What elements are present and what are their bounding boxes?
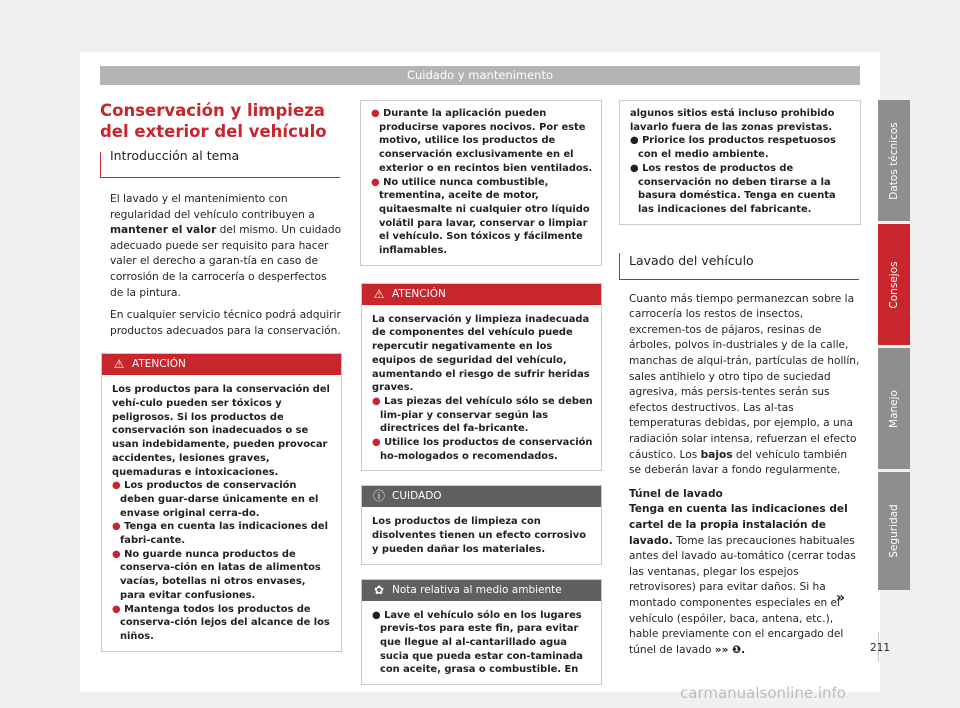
warning-lead: Los productos para la conservación del vehí-culo pueden ser tóxicos y peligrosos. Si los productos de conservación son inadecuados o se usan indebidamente, pueden provocar accidentes, lesiones graves, quemaduras e intoxicaciones. <box>112 384 330 478</box>
warning-header: ⚠ ATENCIÓN <box>102 354 341 375</box>
washing-heading: Lavado del vehículo <box>619 253 859 280</box>
warning-continuation <box>360 100 602 266</box>
environment-bullet: ● Los restos de productos de conservación no deben tirarse a la basura doméstica. Tenga en cuenta las indicaciones del fabricante. <box>630 162 836 215</box>
tab-manejo[interactable]: Manejo <box>878 348 910 469</box>
chapter-header: Cuidado y mantenimento <box>100 66 860 85</box>
page-number: 211 <box>870 642 891 654</box>
continue-arrow-icon: » <box>836 590 846 606</box>
environment-bullet: ● Priorice los productos respetuosos con el medio ambiente. <box>630 135 836 161</box>
environment-continuation: algunos sitios está incluso prohibido lavarlo fuera de las zonas previstas. ● Priorice los productos respetuosos con el medio ambiente. ● Los restos de productos de conservación no deben tirarse a la basura doméstica. Tenga en cuenta las indicaciones del fabricante. <box>619 100 861 225</box>
warning-bullet: ● Utilice los productos de conservación ho-mologados o recomendados. <box>372 437 593 462</box>
warning-triangle-icon: ⚠ <box>113 357 125 372</box>
column-2 <box>360 100 602 685</box>
intro-paragraph-2: En cualquier servicio técnico podrá adquirir productos adecuados para la conservación. <box>110 309 341 337</box>
tab-consejos[interactable]: Consejos <box>878 224 910 345</box>
section-title: Conservación y limpieza del exterior del vehículo <box>100 101 327 141</box>
intro-heading: Introducción al tema <box>100 152 340 178</box>
watermark: carmanualsonline.info <box>680 684 846 702</box>
environment-box <box>361 579 602 686</box>
warning-bullet: ● Mantenga todos los productos de conserva-ción lejos del alcance de los niños. <box>112 603 330 642</box>
environment-header: ✿ Nota relativa al medio ambiente <box>362 580 601 601</box>
warning-lead: La conservación y limpieza inadecuada de componentes del vehículo puede repercutir negativamente en los equipos de seguridad del vehículo, aumentando el riesgo de sufrir heridas graves. <box>372 313 590 394</box>
warning-bullet: ● No utilice nunca combustible, trementina, aceite de motor, quitaesmalte ni cualquier otro líquido volátil para lavar, conservar o limpiar el vehículo. Son tóxicos y fácilmente inflamables. <box>371 176 590 257</box>
washing-paragraph-1: Cuanto más tiempo permanezcan sobre la carrocería los restos de insectos, excremen-tos de pájaros, resinas de árboles, polvos in-dustriales y de la calle, manchas de alqui-trán, partículas de hollín, sales antihielo y otro tipo de suciedad agresiva, más persis-tentes serán sus efectos destructivos. Las al-tas temperaturas debidas, por ejemplo, a una radiación solar intensa, refuerzan el efecto cáustico. Los bajos del vehículo también se deberán lavar a fondo regularmente. <box>629 292 860 477</box>
warning-box-2 <box>361 283 602 472</box>
leaf-icon: ✿ <box>373 582 385 597</box>
tab-datos-tecnicos[interactable]: Datos técnicos <box>878 100 910 221</box>
intro-paragraph-1: El lavado y el mantenimiento con regularidad del vehículo contribuyen a mantener el valor del mismo. Un cuidado adecuado puede ser requisito para hacer valer el derecho a garan-tía en caso de corrosión de la carrocería o desperfectos de la pintura. <box>110 193 342 299</box>
caution-body: Los productos de limpieza con disolventes tienen un efecto corrosivo y pueden dañar los materiales. <box>372 516 587 555</box>
environment-bullet: ● Lave el vehículo sólo en los lugares previs-tos para este fin, para evitar que llegue al al-cantarillado agua sucia que pueda estar con-taminada con aceite, grasa o combustible. En <box>372 609 583 676</box>
warning-bullet: ● No guarde nunca productos de conserva-ción en latas de alimentos vacías, botellas ni otros envases, para evitar confusiones. <box>112 548 321 601</box>
warning-bullet: ● Durante la aplicación pueden producirse vapores nocivos. Por este motivo, utilice los productos de conservación exclusivamente en el exterior o en recintos bien ventilados. <box>371 108 593 174</box>
column-1 <box>100 98 342 652</box>
column-3 <box>619 100 861 658</box>
car-wash-subheading: Túnel de lavado <box>629 487 723 500</box>
warning-bullet: ● Tenga en cuenta las indicaciones del fabri-cante. <box>112 521 328 547</box>
caution-box <box>361 485 602 564</box>
warning-bullet: ● Las piezas del vehículo sólo se deben lim-piar y conservar según las directrices del fa-bricante. <box>372 395 593 435</box>
warning-body <box>102 375 341 650</box>
washing-paragraph-2: Tenga en cuenta las indicaciones del cartel de la propia instalación de lavado. Tome las precauciones habituales antes del lavado au-tomático (cerrar todas las ventanas, plegar los espejos retrovisores) para evitar daños. Si ha montado componentes especiales en el vehículo (espóiler, baca, antena, etc.), hable previamente con el encargado del túnel de lavado »» ❶. <box>629 503 856 656</box>
warning-bullet: ● Los productos de conservación deben guar-darse únicamente en el envase original cerra-do. <box>112 480 319 519</box>
tab-seguridad[interactable]: Seguridad <box>878 472 910 590</box>
warning-box <box>101 353 342 651</box>
warning-header-2: ⚠ ATENCIÓN <box>362 284 601 305</box>
warning-triangle-icon: ⚠ <box>373 286 385 301</box>
caution-header: ⓘ CUIDADO <box>362 486 601 507</box>
info-circle-icon: ⓘ <box>372 489 385 504</box>
